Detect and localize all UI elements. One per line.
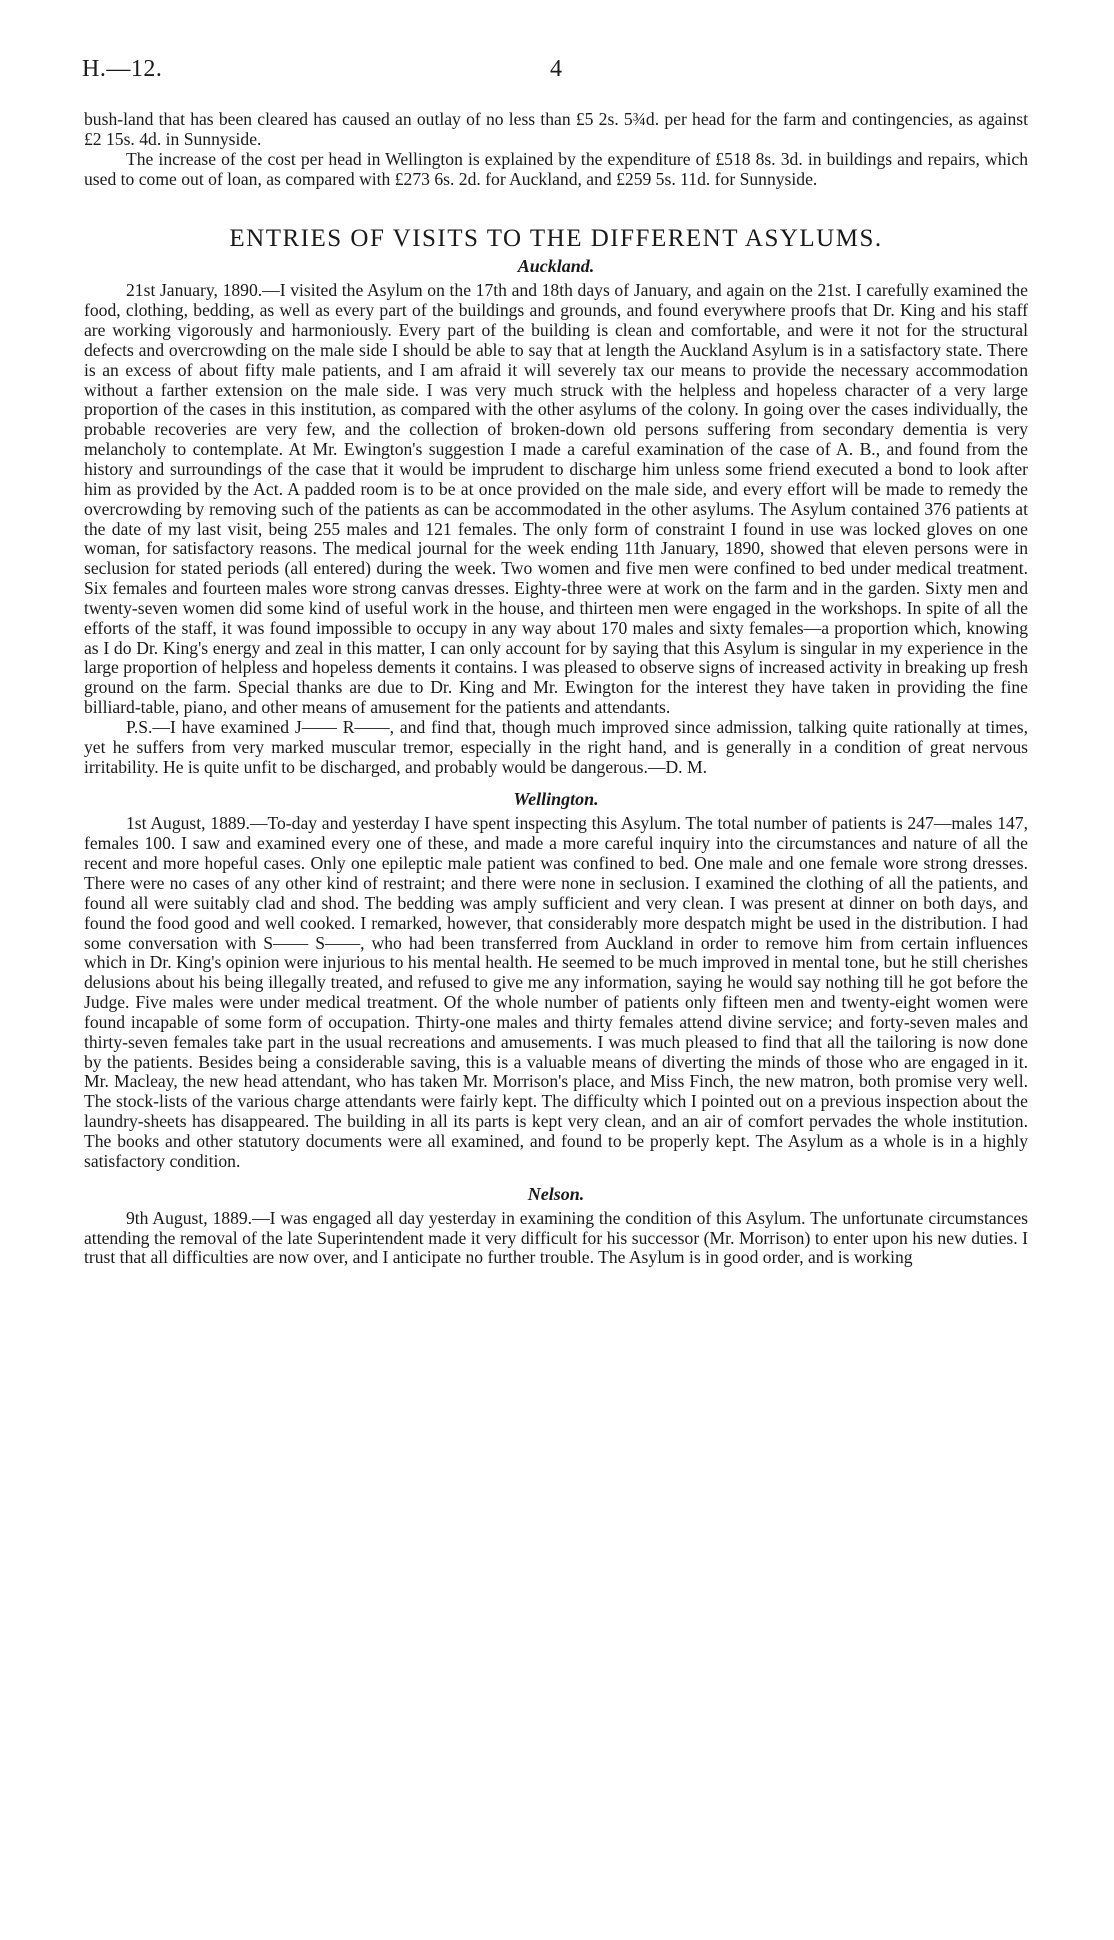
wellington-heading: Wellington. (513, 789, 599, 810)
nelson-entry-paragraph: 9th August, 1889.—I was engaged all day yesterday in examining the condition of this Asylum. The unfortunate circumstances attending the removal of the late Superintendent made it very difficult for his successor (Mr. Morrison) to enter upon his new duties. I trust that all difficulties are now over, and I anticipate no further trouble. The Asylum is in good order, and is working (84, 1207, 1028, 1268)
document-body (84, 110, 1028, 1268)
intro-paragraph-wellington-cost: The increase of the cost per head in Wellington is explained by the expenditure of £518 8s. 3d. in buildings and repairs, which used to come out of loan, as compared with £273 6s. 2d. for Auckland, and £259 5s. 11d. for Sunnyside. (84, 148, 1028, 189)
wellington-entry-paragraph: 1st August, 1889.—To-day and yesterday I have spent inspecting this Asylum. The total number of patients is 247—males 147, females 100. I saw and examined every one of these, and made a more careful inquiry into the circumstances and nature of all the recent and more hopeful cases. Only one epileptic male patient was confined to bed. One male and one female wore strong dresses. There were no cases of any other kind of restraint; and there were none in seclusion. I examined the clothing of all the patients, and found all were suitably clad and shod. The bedding was amply sufficient and very clean. I was present at dinner on both days, and found the food good and well cooked. I remarked, however, that considerably more despatch might be used in the distribution. I had some conversation with S—— S——, who had been transferred from Auckland in order to remove him from certain influences which in Dr. King's opinion were injurious to his mental health. He seemed to be much improved in mental tone, but he still cherishes delusions about his being illegally treated, and refused to give me any information, saying he would say nothing till he got before the Judge. Five males were under medical treatment. Of the whole number of patients only fifteen men and twenty-eight women were found incapable of some form of occupation. Thirty-one males and thirty females attend divine service; and forty-seven males and thirty-seven females take part in the usual recreations and amusements. I was much pleased to find that all the tailoring is now done by the patients. Besides being a considerable saving, this is a valuable means of diverting the minds of those who are engaged in it. Mr. Macleay, the new head attendant, who has taken Mr. Morrison's place, and Miss Finch, the new matron, both promise very well. The stock-lists of the various charge attendants were fairly kept. The difficulty which I pointed out on a previous inspection about the laundry-sheets has disappeared. The building in all its parts is kept very clean, and an air of comfort pervades the whole institution. The books and other statutory documents were all examined, and found to be properly kept. The Asylum as a whole is in a highly satisfactory condition. (84, 813, 1028, 1171)
section-title: ENTRIES OF VISITS TO THE DIFFERENT ASYLUMS. (229, 225, 883, 253)
document-code: H.—12. (82, 56, 163, 82)
nelson-heading: Nelson. (527, 1183, 585, 1204)
auckland-heading: Auckland. (517, 256, 595, 277)
auckland-entry-paragraph: 21st January, 1890.—I visited the Asylum on the 17th and 18th days of January, and again on the 21st. I carefully examined the food, clothing, bedding, as well as every part of the buildings and grounds, and found everywhere proofs that Dr. King and his staff are working vigorously and harmoniously. Every part of the building is clean and comfortable, and were it not for the structural defects and overcrowding on the male side I should be able to say that at length the Auckland Asylum is in a satisfactory state. There is an excess of about fifty male patients, and I am afraid it will severely tax our means to provide the necessary accommodation without a farther extension on the male side. I was very much struck with the helpless and hopeless character of a very large proportion of the cases in this institution, as compared with the other asylums of the colony. In going over the cases individually, the probable recoveries are very few, and the collection of broken-down old persons suffering from secondary dementia is very melancholy to contemplate. At Mr. Ewington's suggestion I made a careful examination of the case of A. B., and found from the history and surroundings of the case that it would be imprudent to discharge him unless some friend executed a bond to look after him as provided by the Act. A padded room is to be at once provided on the male side, and every effort will be made to remedy the overcrowding by removing such of the patients as can be accommodated in the other asylums. The Asylum contained 376 patients at the date of my last visit, being 255 males and 121 females. The only form of constraint I found in use was locked gloves on one woman, for satisfactory reasons. The medical journal for the week ending 11th January, 1890, showed that eleven persons were in seclusion for stated periods (all entered) during the week. Two women and five men were confined to bed under medical treatment. Six females and fourteen males wore strong canvas dresses. Eighty-three were at work on the farm and in the garden. Sixty men and twenty-seven women did some kind of useful work in the house, and thirteen men were engaged in the workshops. In spite of all the efforts of the staff, it was found impossible to occupy in any way about 170 males and sixty females—a proportion which, knowing as I do Dr. King's energy and zeal in this matter, I can only account for by saying that this Asylum is singular in my experience in the large proportion of helpless and hopeless dements it contains. I was pleased to observe signs of increased activity in breaking up fresh ground on the farm. Special thanks are due to Dr. King and Mr. Ewington for the interest they have taken in providing the fine billiard-table, piano, and other means of amusement for the patients and attendants. (84, 280, 1028, 718)
page-header (82, 56, 1032, 90)
page-number: 4 (550, 56, 562, 82)
auckland-postscript-paragraph: P.S.—I have examined J—— R——, and find that, though much improved since admission, talking quite rationally at times, yet he suffers from very marked muscular tremor, especially in the right hand, and is generally in a condition of great nervous irritability. He is quite unfit to be discharged, and probably would be dangerous.—D. M. (84, 716, 1028, 777)
intro-paragraph-continued: bush-land that has been cleared has caused an outlay of no less than £5 2s. 5¾d. per head for the farm and contingencies, as against £2 15s. 4d. in Sunnyside. (84, 109, 1028, 149)
